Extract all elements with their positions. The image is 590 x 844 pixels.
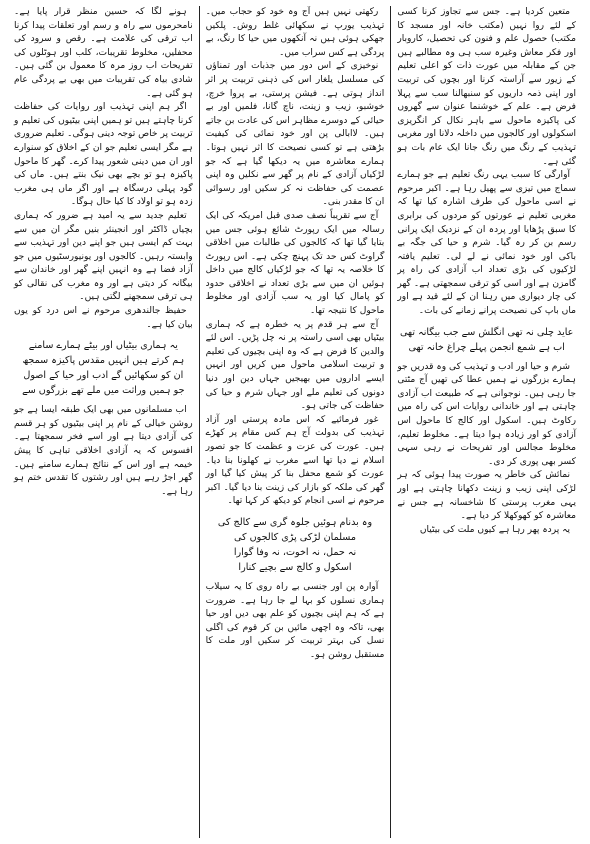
column-right (391, 6, 582, 838)
verse-line: عاید چلی نہ تھی انگلش سے جب بیگانہ تھی (399, 326, 574, 338)
paragraph: آج سے تقریباً نصف صدی قبل امریکہ کی ایک رسالہ میں ایک رپورٹ شائع ہوئی جس میں بتایا گیا تھا کہ کالجوں کی طالبات میں اخلاقی گراوٹ کس حد تک پہنچ چکی ہے۔ اس رپورٹ کا خلاصہ یہ تھا کہ جو لڑکیاں کالج میں داخل ہوئیں ان میں سے بڑی تعداد نے اخلاقی حدود کو پامال کیا اور یہ سب آزادی اور مخلوط ماحول کا نتیجہ تھا۔ (205, 210, 385, 317)
paragraph: شرم و حیا اور ادب و تہذیب کی وہ قدریں جو ہمارے بزرگوں نے ہمیں عطا کی تھیں آج مٹتی جا رہی ہیں۔ نوجوانی ہے کہ طبیعت اب آزادی چاہتی ہے اور خاندانی روایات اس کی راہ میں رکاوٹ ہیں۔ اسکول اور کالج کا ماحول اس آزادی کو اور زیادہ ہوا دیتا ہے۔ مخلوط تعلیم، مخلوط مجالس اور تفریحات نے رہی سہی کسر بھی پوری کر دی۔ (397, 361, 576, 467)
paragraph: حفیظ جالندھری مرحوم نے اس درد کو یوں بیان کیا ہے۔ (13, 306, 193, 330)
verse-line: اسکول و کالج سے بچیے کنارا (238, 561, 352, 573)
verse-line: مسلمان لڑکی پڑی کالجوں کی (233, 531, 356, 543)
column-middle (200, 6, 392, 838)
verse-line: ہم کرتے ہیں انہیں مقدس پاکیزہ سمجھ (22, 355, 185, 367)
paragraph: متعین کردیا ہے۔ جس سے تجاوز کرنا کسی کے لئے روا نہیں (مکتب خانہ اور مسجد کا مکتب) حصول علم و فنون کی تحصیل، کاروبار اور فکر معاش وغیرہ سب ہی وہ مطالبے ہیں جن کے مقابلہ میں عورت ذات کو اعلی تعلیم کے زیور سے آراستہ کرنا اور بچوں کی تربیت اور اپنی ذمہ داریوں کو سنبھالنا سب سے پہلا فرض ہے۔ علم کے خوشنما عنوان سے گھروں کی پاکیزہ ماحول سے باہر نکال کر انگریزی اسکولوں اور کالجوں میں داخلہ دلانا اور مغربی تہذیب کے رنگ میں رنگ جانا ایک عام بات ہو گئی ہے۔ (397, 7, 576, 167)
paragraph: نمائش کی خاطر یہ صورت پیدا ہوئی کہ ہر لڑکی اپنی زیب و زینت دکھانا چاہتی ہے اور یہی مغرب پرستی کا شاخسانہ ہے جس نے معاشرہ کو کھوکھلا کر دیا ہے۔ (397, 470, 576, 522)
verse-block (206, 515, 385, 575)
verse-line: جو ہمیں وراثت میں ملے تھے بزرگوں سے (22, 385, 185, 397)
verse-line: وہ بدنام ہوئیں جلوہ گری سے کالج کی (217, 516, 373, 528)
paragraph: ہونے لگا کہ حسین منظر قرار پایا ہے۔ نامحرموں سے راہ و رسم اور تعلقات پیدا کرنا اب ترقی کی علامت ہے۔ رقص و سرود کی محفلیں، مخلوط تقریبات، کلب اور ہوٹلوں کی تفریحات اب روز مرہ کا معمول بن گئی ہیں۔ شادی بیاہ کی تقریبات میں بھی بے پردگی عام ہو گئی ہے۔ (13, 7, 193, 99)
paragraph: نوخیزی کے اس دور میں جذبات اور تمناؤں کی مسلسل یلغار اس کی ذہنی تربیت پر اثر انداز ہوتی ہے۔ فیشن پرستی، بے پروا خرچ، خوشبو، زیب و زینت، ناچ گانا، فلمیں اور بے حیائی کے دوسرے مظاہر اس کی عادت بن جاتے ہیں۔ لاابالی پن اور خود نمائی کی کیفیت بڑھتی ہے تو کسی نصیحت کا اثر نہیں ہوتا۔ ہمارے معاشرہ میں یہ دیکھا گیا ہے کہ جو لڑکیاں آزادی کے نام پر گھر سے نکلیں وہ اپنی عصمت کی حفاظت نہ کر سکیں اور رسوائی ان کا مقدر بنی۔ (205, 61, 385, 208)
paragraph: تعلیم جدید سے یہ امید ہے ضرور کہ ہماری بچیاں ڈاکٹر اور انجینئر بنیں مگر ان میں سے بہت کم ایسی ہیں جو اپنے دین اور تہذیب سے وابستہ رہیں۔ کالجوں اور یونیورسٹیوں میں جو آزاد فضا ہے وہ انہیں اپنے گھر اور خاندان سے بیگانہ کر دیتی ہے اور وہ مغرب کی نقالی کو ہی ترقی سمجھنے لگتی ہیں۔ (13, 210, 193, 303)
paragraph: اب مسلمانوں میں بھی ایک طبقہ ایسا ہے جو روشن خیالی کے نام پر اپنی بیٹیوں کو ہر قسم کی آزادی دیتا ہے اور اسے فخر سمجھتا ہے۔ افسوس کہ یہ آزادی اخلاقی تباہی کا پیش خیمہ ہے اور اس کے نتائج ہمارے سامنے ہیں۔ گھر اجڑ رہے ہیں اور رشتوں کا تقدس ختم ہو رہا ہے۔ (13, 405, 193, 497)
verse-line: اب ہے شمع انجمن پہلے چراغ خانہ تھی (408, 341, 565, 353)
verse-line: نہ حمل، نہ اخوت، نہ وفا گوارا (233, 546, 357, 558)
verse-block (14, 338, 193, 398)
verse-line: یہ ہماری بیٹیاں اور بیٹے ہمارے سامنے (28, 340, 178, 352)
paragraph: یہ پردہ پھر رہا ہے کیوں ملت کی بیٹیاں (419, 524, 570, 535)
paragraph: رکھتی نہیں ہیں آج وہ خود کو حجاب میں۔ تہذیب یورپ نے سکھائی غلط روش۔ پلکیں جھکی ہوئی ہیں نہ آنکھوں میں حیا کا رنگ، بے پردگی ہے کس سراب میں۔ (205, 7, 385, 58)
verse-line: ان کو سکھائیں گے ادب اور حیا کے اصول (23, 370, 184, 382)
paragraph: غور فرمائیے کہ اس مادہ پرستی اور آزاد تہذیب کی بدولت آج ہم کس مقام پر کھڑے ہیں۔ عورت کی عزت و عظمت کا جو تصور اسلام نے دیا تھا اسے مغرب نے کھلونا بنا دیا۔ عورت کو شمع محفل بنا کر پیش کیا گیا اور گھر کی ملکہ کو بازار کی زینت بنا دیا گیا۔ اکبر مرحوم نے اسی انجام کو دیکھ کر کہا تھا۔ (205, 414, 385, 507)
paragraph: آوارہ پن اور جنسی بے راہ روی کا یہ سیلاب ہماری نسلوں کو بہا لے جا رہا ہے۔ ضرورت ہے کہ ہم اپنی بچیوں کو علم بھی دیں اور حیا بھی، تاکہ وہ اچھی مائیں بن کر قوم کی اگلی نسل کی بہتر تربیت کر سکیں اور ملت کا مستقبل روشن ہو۔ (205, 581, 385, 660)
verse-block (397, 325, 576, 355)
paragraph: آج سے ہر قدم پر یہ خطرہ ہے کہ ہماری بیٹیاں بھی اسی راستہ پر نہ چل پڑیں۔ اس لئے والدین کا فرض ہے کہ وہ اپنی بچیوں کی تعلیم و تربیت اسلامی ماحول میں کریں اور انہیں ایسے اداروں میں بھیجیں جہاں دین اور دنیا دونوں کی تعلیم ملے اور جہاں شرم و حیا کی حفاظت کی جاتی ہو۔ (205, 319, 385, 412)
paragraph: آوارگی کا سبب یہی رنگ تعلیم ہے جو ہمارے سماج میں تیزی سے پھیل رہا ہے۔ اکبر مرحوم نے اسی ماحول کی طرف اشارہ کیا تھا کہ مغربی تعلیم نے عورتوں کو مردوں کی برابری کا سبق پڑھایا اور پردہ ان کے نزدیک ایک پرانی رسم بن کر رہ گیا۔ شرم و حیا کی جگہ بے باکی اور خود نمائی نے لے لی۔ تعلیم یافتہ لڑکیوں کی بڑی تعداد اب آزادی کی راہ پر گامزن ہے اور اسی کو ترقی سمجھتی ہے۔ گھر کی چار دیواری میں رہنا ان کے لئے قید ہے اور ماں باپ کی نصیحت پرانے زمانے کی بات۔ (397, 170, 576, 317)
paragraph: اگر ہم اپنی تہذیب اور روایات کی حفاظت کرنا چاہتے ہیں تو ہمیں اپنی بیٹیوں کی تعلیم و تربیت پر خاص توجہ دینی ہوگی۔ تعلیم ضروری ہے مگر ایسی تعلیم جو ان کے اخلاق کو سنوارے اور ان میں دینی شعور پیدا کرے۔ گھر کا ماحول پاکیزہ ہو تو بچے بھی نیک بنتے ہیں۔ ماں کی گود پہلی درسگاہ ہے اور اگر ماں ہی مغرب زدہ ہو تو اولاد کا کیا حال ہوگا۔ (13, 102, 193, 208)
column-left (8, 6, 200, 838)
